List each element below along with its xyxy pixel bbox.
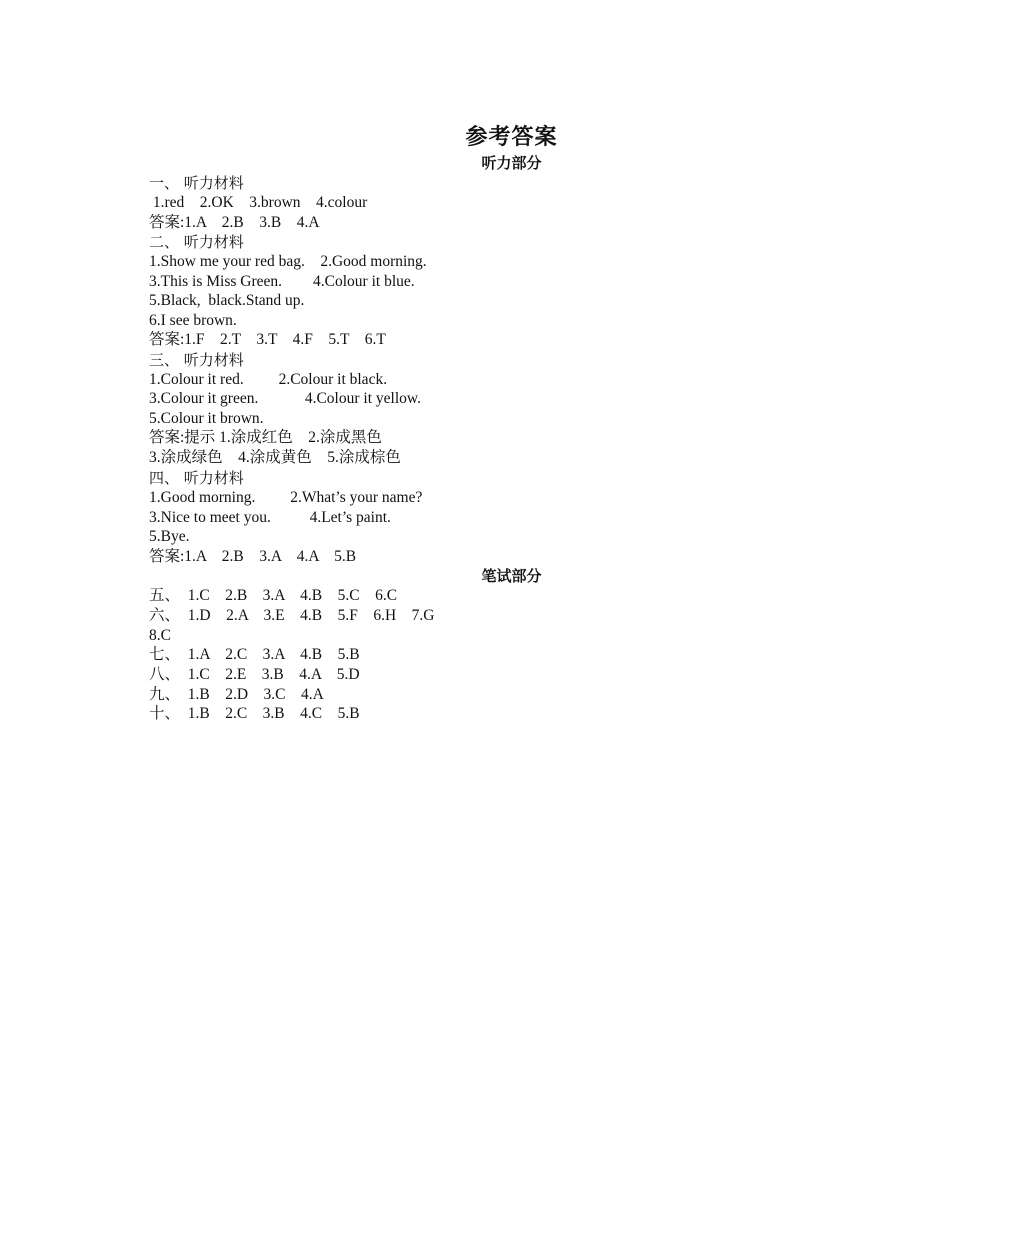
part-2-heading: 二、 听力材料: [149, 233, 244, 251]
part-3-material-line-2: 3.Colour it green. 4.Colour it yellow.: [149, 390, 421, 407]
part-4-material-line-3: 5.Bye.: [149, 528, 190, 545]
part-10-answers: 十、 1.B 2.C 3.B 4.C 5.B: [149, 705, 360, 722]
part-7-answers: 七、 1.A 2.C 3.A 4.B 5.B: [149, 646, 360, 663]
part-4-answers: 答案:1.A 2.B 3.A 4.A 5.B: [149, 548, 357, 565]
part-1-material: 1.red 2.OK 3.brown 4.colour: [149, 194, 368, 211]
part-8-answers: 八、 1.C 2.E 3.B 4.A 5.D: [149, 666, 360, 683]
part-5-answers: 五、 1.C 2.B 3.A 4.B 5.C 6.C: [149, 587, 398, 604]
part-3-heading: 三、 听力材料: [149, 351, 244, 369]
part-6-answers: 六、 1.D 2.A 3.E 4.B 5.F 6.H 7.G: [149, 607, 435, 624]
part-4-material-line-2: 3.Nice to meet you. 4.Let’s paint.: [149, 509, 391, 526]
part-1-answers: 答案:1.A 2.B 3.B 4.A: [149, 214, 320, 231]
part-2-material-line-4: 6.I see brown.: [149, 312, 237, 329]
part-1-heading: 一、 听力材料: [149, 174, 244, 192]
part-4-material-line-1: 1.Good morning. 2.What’s your name?: [149, 489, 423, 506]
part-9-answers: 九、 1.B 2.D 3.C 4.A: [149, 686, 324, 703]
page-title: 参考答案: [465, 125, 558, 150]
part-4-heading: 四、 听力材料: [149, 469, 244, 487]
part-3-material-line-3: 5.Colour it brown.: [149, 410, 264, 427]
part-2-material-line-1: 1.Show me your red bag. 2.Good morning.: [149, 253, 427, 270]
part-2-answers: 答案:1.F 2.T 3.T 4.F 5.T 6.T: [149, 331, 386, 348]
part-2-material-line-2: 3.This is Miss Green. 4.Colour it blue.: [149, 273, 415, 290]
part-3-material-line-1: 1.Colour it red. 2.Colour it black.: [149, 371, 388, 388]
written-section-heading: 笔试部分: [481, 567, 542, 585]
part-3-answers-line-2: 3.涂成绿色 4.涂成黄色 5.涂成棕色: [149, 449, 401, 466]
part-2-material-line-3: 5.Black, black.Stand up.: [149, 292, 305, 309]
listening-section-heading: 听力部分: [481, 154, 542, 172]
part-6-answers-continued: 8.C: [149, 627, 171, 644]
part-3-answers-line-1: 答案:提示 1.涂成红色 2.涂成黑色: [149, 429, 382, 446]
